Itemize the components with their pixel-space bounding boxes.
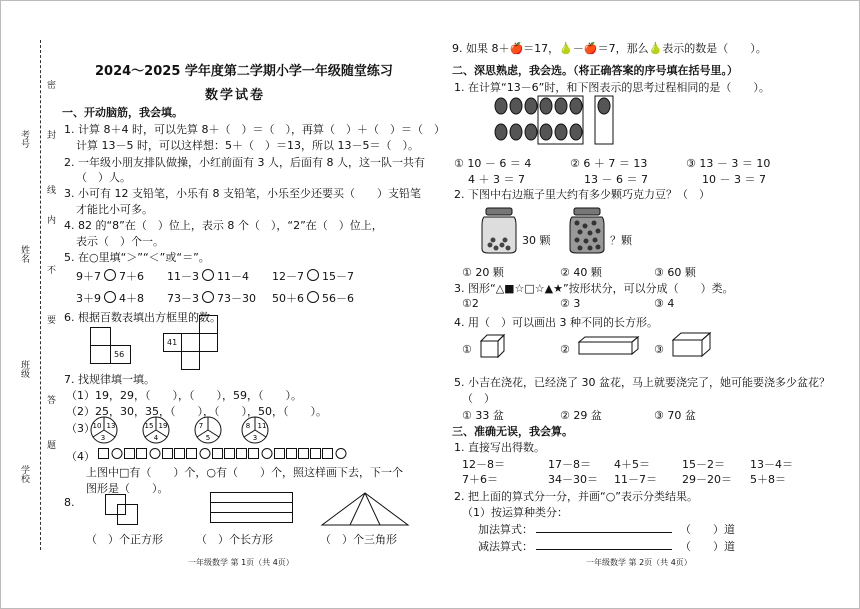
pie-left: 15 xyxy=(144,422,154,430)
page-1-footer: 一年级数学 第 1页（共 4页） xyxy=(188,558,294,567)
number-pie xyxy=(194,416,224,446)
jar-full-icon xyxy=(568,207,608,255)
q9: 9. 如果 8＋🍎＝17，🍐－🍎＝7，那么🍐表示的数是（ ）。 xyxy=(452,42,767,55)
calc-item: 12－8＝ xyxy=(462,458,505,471)
compare-circle[interactable] xyxy=(307,291,319,303)
pie-right: 13 xyxy=(106,422,116,430)
compare-item: 3＋9 4＋8 xyxy=(76,292,144,305)
s2-q3-option-2: ② 3 xyxy=(560,297,581,310)
page-2-footer: 一年级数学 第 2页（共 4页） xyxy=(586,558,692,567)
pie-top: 5 xyxy=(205,434,211,442)
calc-item: 13－4＝ xyxy=(750,458,793,471)
seal-line xyxy=(40,40,41,550)
s2-q1-option-3b: 10 － 3 ＝ 7 xyxy=(702,173,766,186)
calc-item: 15－2＝ xyxy=(682,458,725,471)
number-pie xyxy=(142,416,172,446)
school-label: 学校 xyxy=(19,465,29,483)
section-2-heading: 二、深思熟虑，我会选。（将正确答案的序号填在括号里。） xyxy=(452,64,738,77)
q8-triangles-answer: （ ）个三角形 xyxy=(320,533,397,546)
compare-circle[interactable] xyxy=(202,291,214,303)
page-title: 2024～2025 学年度第二学期小学一年级随堂练习 xyxy=(95,64,393,79)
pie-top: 3 xyxy=(252,434,258,442)
name-label: 姓名 xyxy=(19,245,29,263)
q8-rectangles-answer: （ ）个长方形 xyxy=(196,533,273,546)
compare-item: 12－7 15－7 xyxy=(272,270,354,283)
s2-q4-prompt: 4. 用（ ）可以画出 3 种不同的长方形。 xyxy=(454,316,658,329)
shape-pattern xyxy=(98,447,348,461)
s2-q4-option-2: ② xyxy=(560,343,570,356)
addition-label: 加法算式： xyxy=(478,523,533,536)
q8-squares-answer: （ ）个正方形 xyxy=(86,533,163,546)
q7-4-line3: 图形是（ ）。 xyxy=(86,482,169,495)
s2-q2-option-3: ③ 60 颗 xyxy=(654,266,696,279)
compare-circle[interactable] xyxy=(104,291,116,303)
s2-q2-prompt: 2. 下图中右边瓶子里大约有多少颗巧克力豆？（ ） xyxy=(454,188,710,201)
jar-1-count: 30 颗 xyxy=(522,234,551,247)
q4-line2: 表示（ ）个一。 xyxy=(76,235,164,248)
s2-q3-option-3: ③ 4 xyxy=(654,297,675,310)
seal-char: 答 xyxy=(45,395,55,404)
s2-q1-option-3a: ③ 13 － 3 ＝ 10 xyxy=(686,157,771,170)
overlapping-squares-figure xyxy=(105,494,145,529)
section-3-heading: 三、准确无误，我会算。 xyxy=(452,425,573,438)
s3-q2-prompt: 2. 把上面的算式分一分，并画“○”表示分类结果。 xyxy=(454,490,698,503)
calc-item: 7＋6＝ xyxy=(462,473,498,486)
seal-char: 封 xyxy=(45,130,55,139)
q7-1: （1）19，29，（ ），（ ），59，（ ）。 xyxy=(66,389,302,402)
q3-line2: 才能比小可多。 xyxy=(76,203,153,216)
s2-q5-option-2: ② 29 盆 xyxy=(560,409,602,422)
class-label: 班级 xyxy=(19,360,29,378)
calc-item: 11－7＝ xyxy=(614,473,657,486)
s2-q5-option-1: ① 33 盆 xyxy=(462,409,504,422)
seal-char: 不 xyxy=(45,265,55,274)
q2-line1: 2. 一年级小朋友排队做操，小红前面有 3 人，后面有 8 人，这一队一共有 xyxy=(64,156,425,169)
pie-left: 7 xyxy=(198,422,204,430)
seal-char: 题 xyxy=(45,440,55,449)
jar-icon xyxy=(480,207,520,255)
q1-line1: 1. 计算 8＋4 时，可以先算 8＋（ ）＝（ ），再算（ ）＋（ ）＝（ ） xyxy=(64,123,445,136)
addition-count: （ ）道 xyxy=(680,523,735,536)
q8-label: 8. xyxy=(64,496,75,509)
hundred-cell-56: 56 xyxy=(114,350,125,359)
seal-char: 线 xyxy=(45,185,55,194)
s2-q3-option-1: ①2 xyxy=(462,297,479,310)
pie-right: 11 xyxy=(257,422,267,430)
compare-item: 50＋6 56－6 xyxy=(272,292,354,305)
compare-item: 73－3 73－30 xyxy=(167,292,256,305)
hundred-cell-41: 41 xyxy=(167,338,178,347)
q7-4-label: （4） xyxy=(66,450,95,463)
s2-q5-option-3: ③ 70 盆 xyxy=(654,409,696,422)
q7-2: （2）25，30，35，（ ），（ ），50，（ ）。 xyxy=(66,405,327,418)
pie-right: 19 xyxy=(158,422,168,430)
subtraction-label: 减法算式： xyxy=(478,540,533,553)
pie-top: 4 xyxy=(153,434,159,442)
calc-item: 17－8＝ xyxy=(548,458,591,471)
s3-q2-1-label: （1）按运算种类分： xyxy=(462,506,568,519)
s2-q4-option-3: ③ xyxy=(654,343,664,356)
s2-q2-option-1: ① 20 颗 xyxy=(462,266,504,279)
subtraction-count: （ ）道 xyxy=(680,540,735,553)
addition-answer-line[interactable] xyxy=(536,532,672,533)
seal-char: 密 xyxy=(45,80,55,89)
s2-q4-option-1: ① xyxy=(462,343,472,356)
s3-q1-prompt: 1. 直接写出得数。 xyxy=(454,441,545,454)
pie-left: 8 xyxy=(245,422,251,430)
compare-item: 9＋7 7＋6 xyxy=(76,270,144,283)
q5-prompt: 5. 在○里填“＞”“＜”或“＝”。 xyxy=(64,251,210,264)
compare-circle[interactable] xyxy=(307,269,319,281)
number-pie xyxy=(241,416,271,446)
s2-q1-option-2b: 13 － 6 ＝ 7 xyxy=(584,173,648,186)
calc-item: 4＋5＝ xyxy=(614,458,650,471)
calc-item: 5＋8＝ xyxy=(750,473,786,486)
number-pie xyxy=(90,416,120,446)
s2-q5-line1: 5. 小吉在浇花，已经浇了 30 盆花，马上就要浇完了，她可能要浇多少盆花？ xyxy=(454,376,830,389)
q4-line1: 4. 82 的“8”在（ ）位上，表示 8 个（ ），“2”在（ ）位上， xyxy=(64,219,383,232)
q3-line1: 3. 小可有 12 支铅笔，小乐有 8 支铅笔，小乐至少还要买（ ）支铅笔 xyxy=(64,187,421,200)
s2-q3-prompt: 3. 图形“△■☆□☆▲★”按形状分，可以分成（ ）类。 xyxy=(454,282,734,295)
s2-q1-prompt: 1. 在计算“13－6”时，和下图表示的思考过程相同的是（ ）。 xyxy=(454,81,770,94)
q1-line2: 计算 13－5 时，可以这样想：5＋（ ）＝13，所以 13－5＝（ ）。 xyxy=(76,139,419,152)
q2-line2: （ ）人。 xyxy=(76,171,131,184)
pie-top: 3 xyxy=(100,434,106,442)
exam-no-label: 考号 xyxy=(19,130,29,148)
cube-icon xyxy=(480,334,506,358)
q7-prompt: 7. 找规律填一填。 xyxy=(64,373,155,386)
q7-3-label: （3） xyxy=(66,422,95,435)
pie-left: 10 xyxy=(92,422,102,430)
calc-item: 34－30＝ xyxy=(548,473,598,486)
seal-char: 要 xyxy=(45,315,55,324)
compare-circle[interactable] xyxy=(202,269,214,281)
triangles-figure xyxy=(320,492,410,528)
subtraction-answer-line[interactable] xyxy=(536,549,672,550)
s2-q2-option-2: ② 40 颗 xyxy=(560,266,602,279)
page-subtitle: 数学试卷 xyxy=(205,88,266,103)
lantern-groups-figure xyxy=(492,96,622,148)
rectangles-figure xyxy=(210,492,295,527)
q7-4-line2: 上图中□有（ ）个，○有（ ）个，照这样画下去，下一个 xyxy=(86,466,403,479)
s2-q1-option-1a: ① 10 － 6 ＝ 4 xyxy=(454,157,532,170)
compare-circle[interactable] xyxy=(104,269,116,281)
s2-q1-option-2a: ② 6 ＋ 7 ＝ 13 xyxy=(570,157,648,170)
s2-q5-line2: （ ） xyxy=(462,392,495,405)
s2-q1-option-1b: 4 ＋ 3 ＝ 7 xyxy=(468,173,525,186)
jar-2-count: ？颗 xyxy=(610,234,632,247)
long-cuboid-icon xyxy=(578,336,640,356)
q6-prompt: 6. 根据百数表填出方框里的数。 xyxy=(64,311,221,324)
calc-item: 29－20＝ xyxy=(682,473,732,486)
compare-item: 11－3 11－4 xyxy=(167,270,249,283)
cuboid-icon xyxy=(672,332,712,358)
hundred-chart-piece-1 xyxy=(90,327,135,367)
seal-char: 内 xyxy=(45,215,55,224)
section-1-heading: 一、开动脑筋，我会填。 xyxy=(62,106,183,119)
